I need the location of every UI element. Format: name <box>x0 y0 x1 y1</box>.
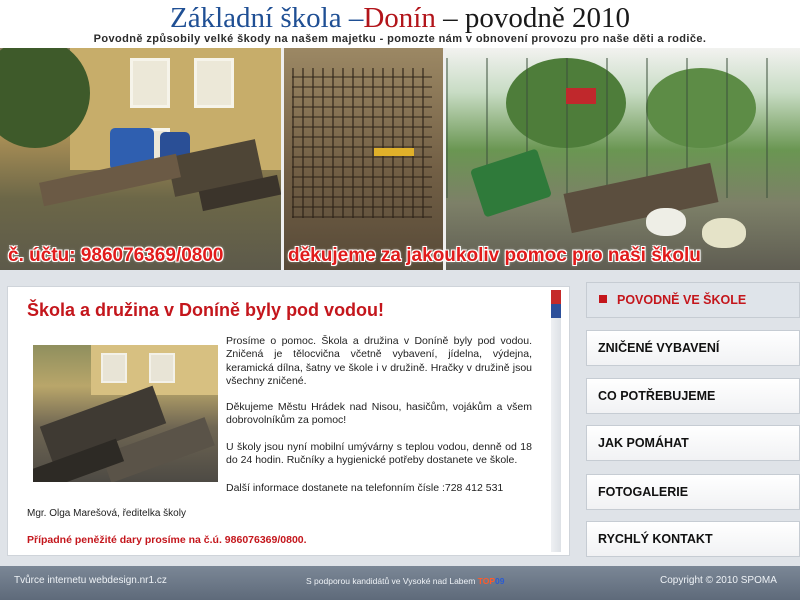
nav-item-label: POVODNĚ VE ŠKOLE <box>617 293 747 307</box>
banner-thanks-text: děkujeme za jakoukoliv pomoc pro naši školu <box>288 245 701 266</box>
nav-item-rychly-kontakt[interactable] <box>586 521 800 557</box>
nav-item-label: JAK POMÁHAT <box>598 436 689 450</box>
article-heading: Škola a družina v Doníně byly pod vodou! <box>27 300 385 320</box>
article-paragraph: U školy jsou nyní mobilní umývárny s teplou vodou, denně od 18 do 24 hodin. Ručníky a hygienické potřeby dostanete ve škole. <box>226 441 532 467</box>
red-sign <box>566 88 596 104</box>
nav-item-fotogalerie[interactable] <box>586 474 800 510</box>
site-title-part3: – povodně 2010 <box>435 2 630 34</box>
footer-support-text: S podporou kandidátů ve Vysoké nad Labem <box>306 576 478 586</box>
banner-photo-school-yard <box>0 48 284 270</box>
banner-photo-playground <box>446 48 800 270</box>
footer-09-logo-text: 09 <box>495 576 505 586</box>
article-panel <box>7 286 570 556</box>
nav-item-label: CO POTŘEBUJEME <box>598 389 716 403</box>
banner-account-number: č. účtu: 986076369/0800 <box>8 245 224 266</box>
banner-photo-cloakroom <box>284 48 446 270</box>
article-scrollbar[interactable] <box>551 290 561 552</box>
yellow-bench <box>374 148 414 156</box>
nav-item-jak-pomahat[interactable] <box>586 425 800 461</box>
footer-support-link[interactable] <box>306 576 505 586</box>
banner-collage <box>0 48 800 270</box>
site-title-part2: Donín <box>363 2 436 34</box>
article-photo-flood-debris[interactable] <box>33 345 218 482</box>
site-title <box>0 2 800 34</box>
scrollbar-thumb[interactable] <box>551 290 561 318</box>
site-title-part1: Základní škola – <box>170 2 364 34</box>
nav-item-povodne-ve-skole[interactable] <box>586 282 800 318</box>
footer-copyright: Copyright © 2010 SPOMA <box>660 575 777 586</box>
site-subtitle: Povodně způsobily velké škody na našem majetku - pomozte nám v obnovení provozu pro naše děti a rodiče. <box>93 33 707 45</box>
nav-item-label: ZNIČENÉ VYBAVENÍ <box>598 341 720 355</box>
nav-item-label: RYCHLÝ KONTAKT <box>598 532 713 546</box>
active-bullet-icon <box>599 295 607 303</box>
cage-shelves <box>292 68 432 218</box>
footer <box>0 566 800 600</box>
donation-note: Případné peněžité dary prosíme na č.ú. 986076369/0800. <box>27 534 307 546</box>
footer-top-logo-text: TOP <box>477 576 496 586</box>
footer-author-link[interactable]: Tvůrce internetu webdesign.nr1.cz <box>14 575 167 586</box>
article-paragraph: Další informace dostanete na telefonním čísle :728 412 531 <box>226 482 504 494</box>
nav-item-znicene-vybaveni[interactable] <box>586 330 800 366</box>
article-paragraph: Děkujeme Městu Hrádek nad Nisou, hasičům, vojákům a všem dobrovolníkům za pomoc! <box>226 401 532 427</box>
article-paragraph: Prosíme o pomoc. Škola a družina v Doníně byly pod vodou. Zničená je tělocvična včetně vybavení, jídelna, výdejna, keramická dílna, šatny ve škole i v družině. Hračky v družině jsou všechny zničené. <box>226 335 532 388</box>
header <box>0 0 800 48</box>
nav-item-label: FOTOGALERIE <box>598 485 689 499</box>
nav-item-co-potrebujeme[interactable] <box>586 378 800 414</box>
article-signature: Mgr. Olga Marešová, ředitelka školy <box>27 508 186 519</box>
